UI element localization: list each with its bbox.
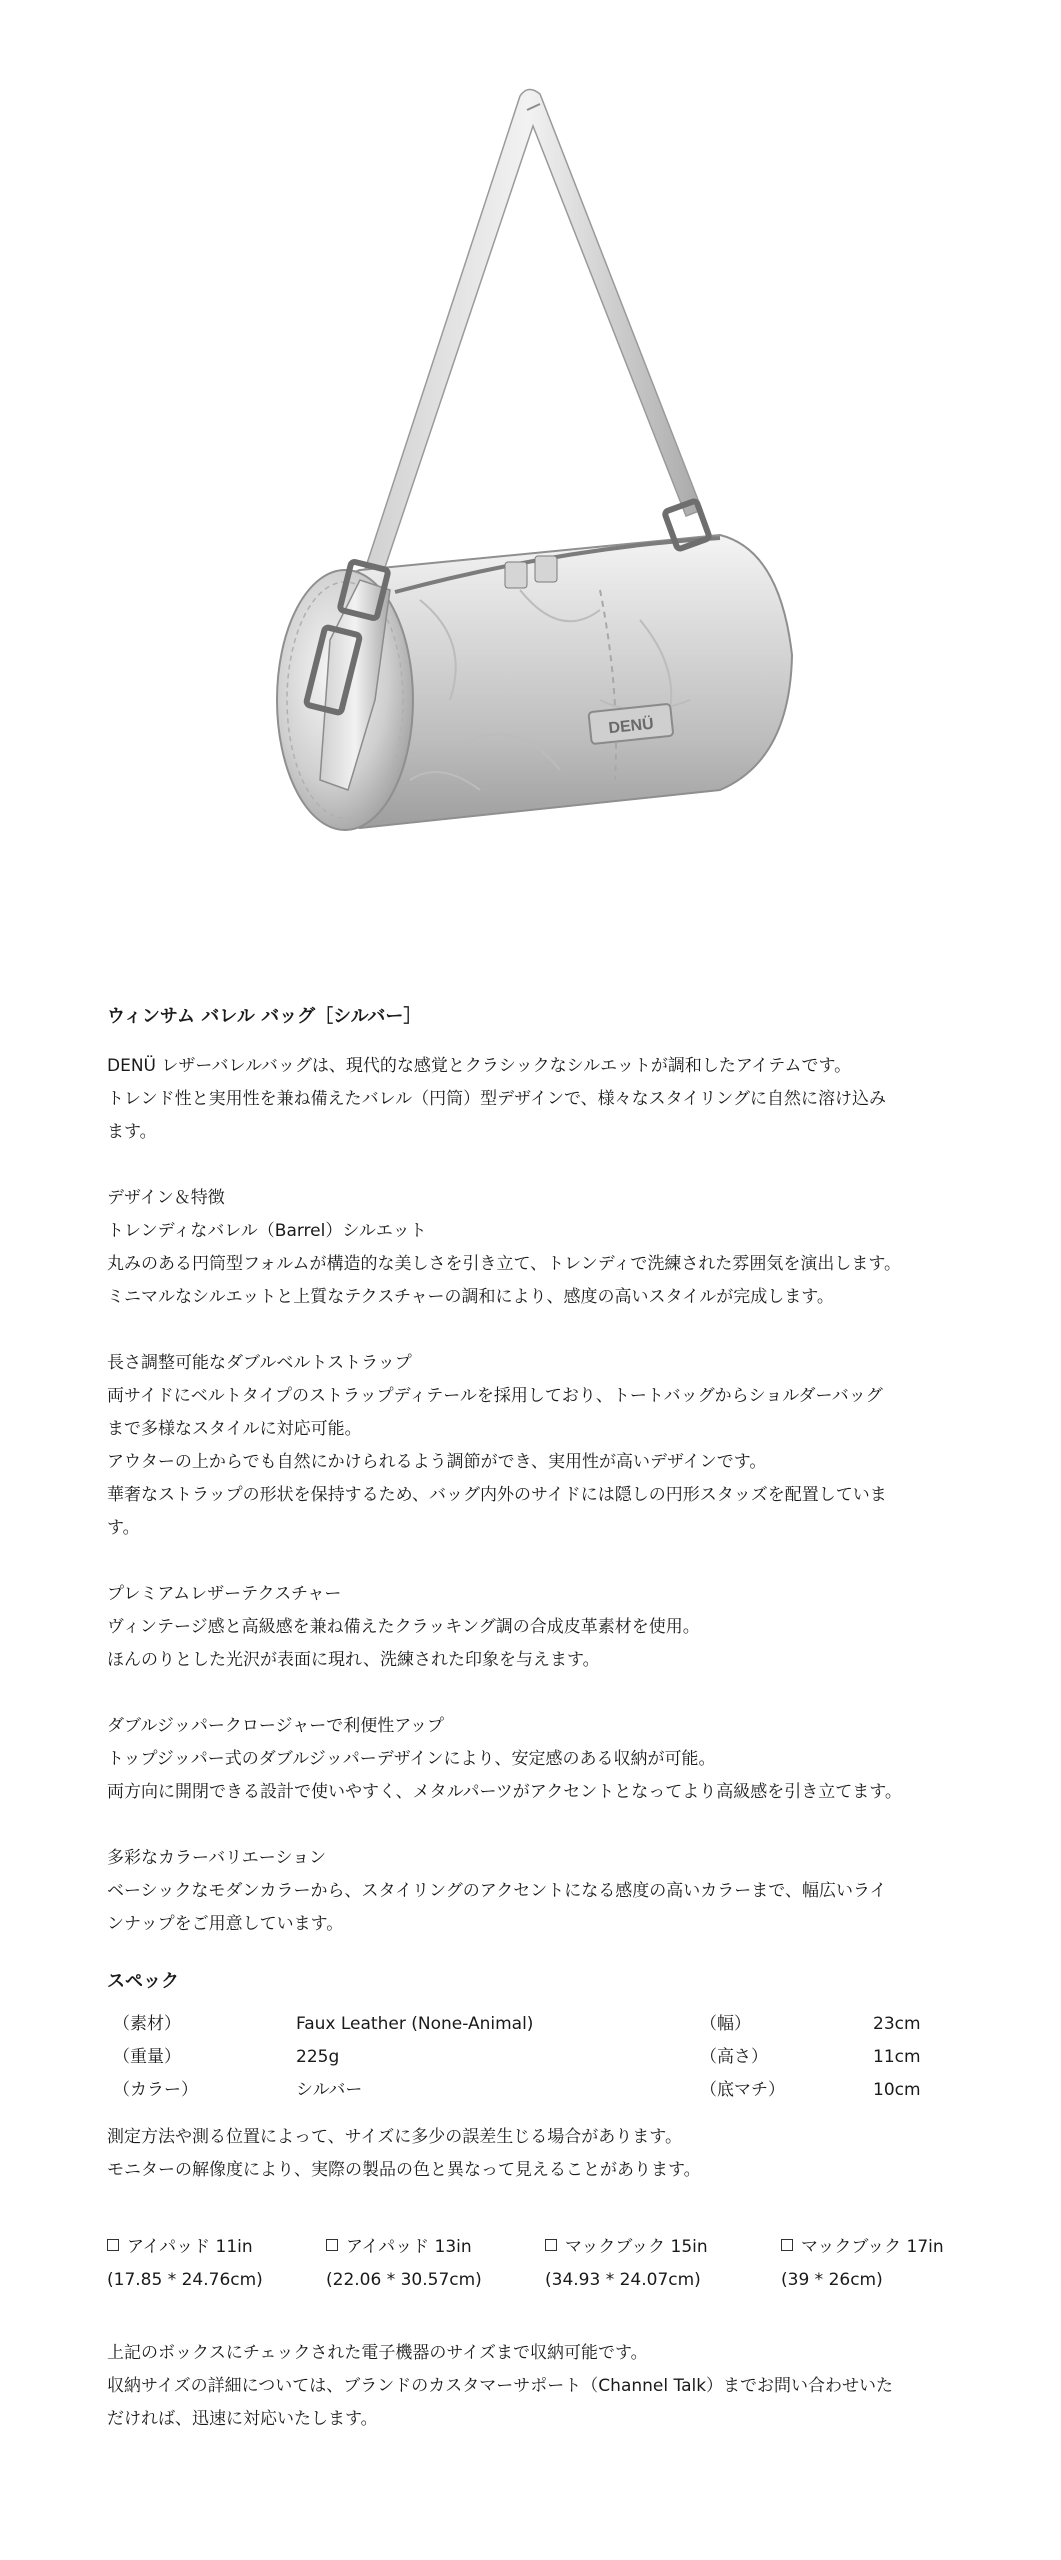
footer-note [107,2337,967,2436]
section-heading: 長さ調整可能なダブルベルトストラップ [107,1353,412,1373]
section-design [107,1182,967,1314]
spec-value: Faux Leather (None-Animal) [296,2014,534,2034]
device-name: アイパッド 13in [346,2237,472,2257]
section-line: 両方向に開閉できる設計で使いやすく、メタルパーツがアクセントとなってより高級感を引き立てます。 [107,1782,902,1802]
checkbox-icon [107,2239,119,2251]
section-texture [107,1578,967,1677]
device-name: アイパッド 11in [127,2237,253,2257]
spec-value: シルバー [296,2080,363,2100]
section-line: ンナップをご用意しています。 [107,1914,344,1934]
checkbox-icon [781,2239,793,2251]
section-heading: プレミアムレザーテクスチャー [107,1584,342,1604]
section-subheading: トレンディなバレル（Barrel）シルエット [107,1221,427,1241]
intro-line: DENÜ レザーバレルバッグは、現代的な感覚とクラシックなシルエットが調和したアイテムです。 [107,1056,852,1076]
device-size: (17.85 * 24.76cm) [107,2270,263,2290]
spec-label: （幅） [700,2014,751,2034]
section-line: アウターの上からでも自然にかけられるよう調節ができ、実用性が高いデザインです。 [107,1452,767,1472]
section-line: 華奢なストラップの形状を保持するため、バッグ内外のサイドには隠しの円形スタッズを配置していま [107,1485,887,1505]
device-size: (34.93 * 24.07cm) [545,2270,701,2290]
footer-line: だければ、迅速に対応いたします。 [107,2409,378,2429]
section-line: 両サイドにベルトタイプのストラップディテールを採用しており、トートバッグからショルダーバッグ [107,1386,883,1406]
spec-label: （重量） [113,2047,181,2067]
section-line: トップジッパー式のダブルジッパーデザインにより、安定感のある収納が可能。 [107,1749,716,1769]
device-fit-list [107,2231,967,2297]
product-image [0,0,1061,940]
spec-heading: スペック [107,1971,179,1992]
section-line: ヴィンテージ感と高級感を兼ね備えたクラッキング調の合成皮革素材を使用。 [107,1617,700,1637]
section-line: す。 [107,1518,140,1538]
footer-line: 上記のボックスにチェックされた電子機器のサイズまで収納可能です。 [107,2343,648,2363]
bag-logo: DENÜ [607,715,655,738]
spec-label: （カラー） [113,2080,198,2100]
spec-value: 11cm [873,2047,921,2067]
device-name: マックブック 15in [565,2237,708,2257]
device-name: マックブック 17in [801,2237,944,2257]
table-row [107,2074,921,2107]
section-line: ベーシックなモダンカラーから、スタイリングのアクセントになる感度の高いカラーまで、幅広いライ [107,1881,887,1901]
section-line: まで多様なスタイルに対応可能。 [107,1419,362,1439]
spec-value: 225g [296,2047,340,2067]
device-item [781,2231,944,2297]
intro-paragraph [107,1050,967,1149]
device-size: (39 * 26cm) [781,2270,883,2290]
section-line: ミニマルなシルエットと上質なテクスチャーの調和により、感度の高いスタイルが完成します。 [107,1287,834,1307]
spec-table [107,2008,921,2107]
product-title: ウィンサム バレル バッグ［シルバー］ [107,1006,422,1027]
checkbox-icon [545,2239,557,2251]
spec-label: （素材） [113,2014,181,2034]
checkbox-icon [326,2239,338,2251]
note-line: モニターの解像度により、実際の製品の色と異なって見えることがあります。 [107,2160,701,2180]
section-strap [107,1347,967,1545]
section-zipper [107,1710,967,1809]
section-heading: ダブルジッパークロージャーで利便性アップ [107,1716,445,1736]
table-row [107,2008,921,2041]
note-line: 測定方法や測る位置によって、サイズに多少の誤差生じる場合があります。 [107,2127,682,2147]
table-row [107,2041,921,2074]
intro-line: ます。 [107,1122,157,1142]
spec-label: （底マチ） [700,2080,785,2100]
device-size: (22.06 * 30.57cm) [326,2270,482,2290]
device-item [107,2231,326,2297]
device-item [545,2231,781,2297]
section-line: ほんのりとした光沢が表面に現れ、洗練された印象を与えます。 [107,1650,600,1670]
section-heading: デザイン＆特徴 [107,1188,225,1208]
spec-value: 23cm [873,2014,921,2034]
spec-notes [107,2121,967,2187]
footer-line: 収納サイズの詳細については、ブランドのカスタマーサポート（Channel Talk）までお問い合わせいた [107,2376,894,2396]
product-description [107,1000,967,2436]
section-heading: 多彩なカラーバリエーション [107,1848,327,1868]
section-line: 丸みのある円筒型フォルムが構造的な美しさを引き立て、トレンディで洗練された雰囲気を演出します。 [107,1254,901,1274]
spec-value: 10cm [873,2080,921,2100]
intro-line: トレンド性と実用性を兼ね備えたバレル（円筒）型デザインで、様々なスタイリングに自然に溶け込み [107,1089,886,1109]
strap [355,89,702,606]
section-colors [107,1842,967,1941]
device-item [326,2231,545,2297]
spec-label: （高さ） [700,2047,768,2067]
